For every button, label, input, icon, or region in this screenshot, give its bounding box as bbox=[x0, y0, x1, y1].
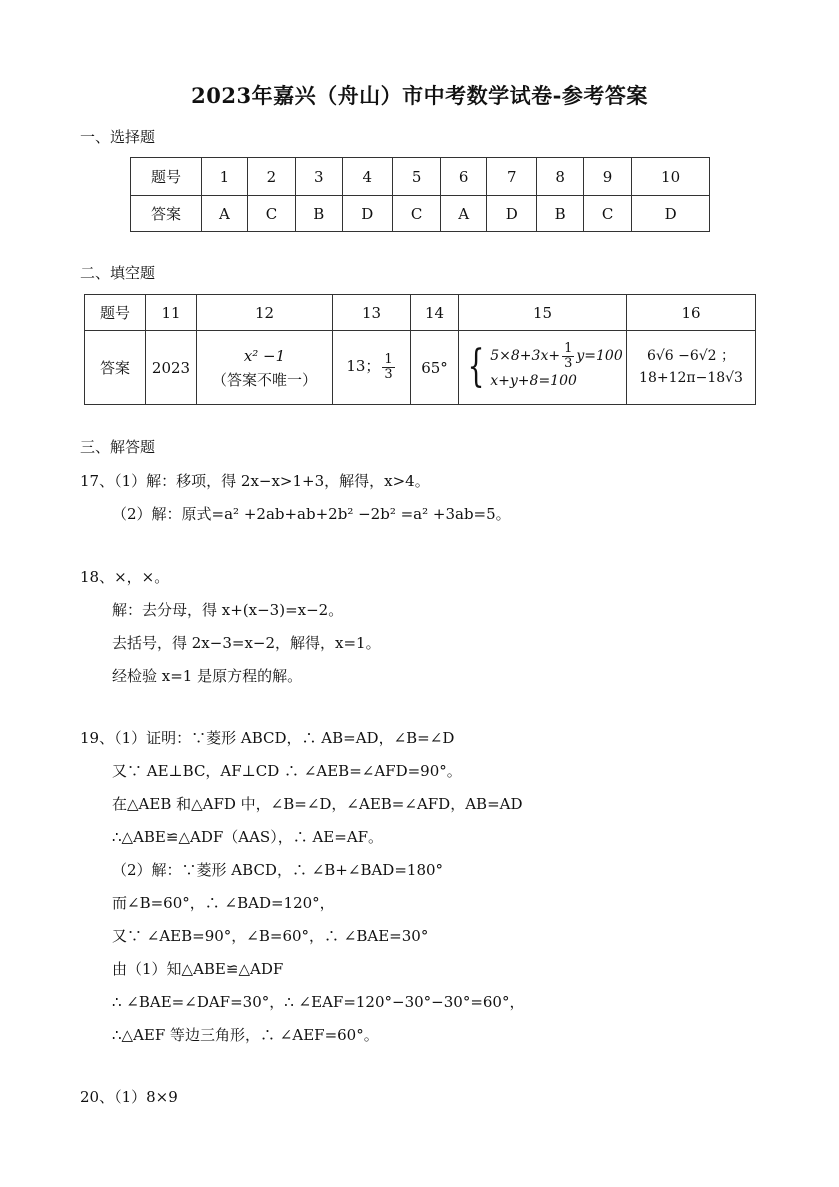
solution-line: ∴△AEF 等边三角形，∴ ∠AEF=60°。 bbox=[112, 1026, 379, 1044]
solution-line: 而∠B=60°，∴ ∠BAD=120°， bbox=[112, 894, 335, 912]
answer-16-line-2: 18+12π−18√3 bbox=[639, 369, 743, 386]
answer-16-line-1: 6√6 −6√2 ； bbox=[646, 347, 736, 364]
answer-cell: B bbox=[537, 196, 584, 232]
question-number: 1 bbox=[202, 158, 248, 196]
solution-line: 经检验 x=1 是原方程的解。 bbox=[112, 667, 303, 685]
answer-11: 2023 bbox=[146, 331, 197, 405]
question-number: 15 bbox=[459, 295, 627, 331]
answer-cell: A bbox=[202, 196, 248, 232]
fraction bbox=[382, 353, 394, 381]
answer-13 bbox=[333, 331, 411, 405]
question-number: 8 bbox=[537, 158, 584, 196]
question-number: 6 bbox=[441, 158, 487, 196]
question-number: 16 bbox=[627, 295, 756, 331]
fraction-denominator: 3 bbox=[564, 355, 573, 371]
equation-row-1 bbox=[490, 342, 622, 370]
section-heading-choice: 一、选择题 bbox=[80, 128, 156, 146]
question-number: 5 bbox=[392, 158, 440, 196]
question-number: 14 bbox=[411, 295, 459, 331]
solution-line: 17、（1）解：移项，得 2x−x>1+3，解得，x>4。 bbox=[80, 472, 430, 490]
section-heading-fill: 二、填空题 bbox=[80, 264, 156, 282]
fraction-numerator: 1 bbox=[564, 341, 573, 357]
answer-13-prefix: 13； bbox=[346, 357, 381, 376]
table-row-numbers bbox=[85, 295, 756, 331]
question-number: 12 bbox=[197, 295, 333, 331]
question-number: 7 bbox=[487, 158, 537, 196]
solution-line: （2）解：原式=a² +2ab+ab+2b² −2b² =a² +3ab=5。 bbox=[112, 505, 511, 523]
answer-14: 65° bbox=[411, 331, 459, 405]
table-row-answers bbox=[131, 196, 710, 232]
answer-12 bbox=[197, 331, 333, 405]
equation-part: y=100 bbox=[576, 348, 623, 365]
equation-part: 5×8+3x+ bbox=[490, 348, 561, 365]
answer-cell: D bbox=[487, 196, 537, 232]
equation-system bbox=[459, 342, 626, 393]
answer-15 bbox=[459, 331, 627, 405]
solution-line: （2）解：∵菱形 ABCD，∴ ∠B+∠BAD=180° bbox=[112, 861, 444, 879]
question-number: 2 bbox=[247, 158, 295, 196]
question-number: 3 bbox=[296, 158, 343, 196]
solution-line: 又∵ ∠AEB=90°，∠B=60°，∴ ∠BAE=30° bbox=[112, 927, 429, 945]
answer-cell: B bbox=[296, 196, 343, 232]
answer-16 bbox=[627, 331, 756, 405]
answer-cell: D bbox=[632, 196, 710, 232]
table-row-answers bbox=[85, 331, 756, 405]
answer-12-note: （答案不唯一） bbox=[211, 370, 317, 389]
solution-line: 18、×，×。 bbox=[80, 568, 170, 586]
solution-line: 20、（1）8×9 bbox=[80, 1088, 178, 1106]
equation-row-2: x+y+8=100 bbox=[490, 373, 577, 390]
solution-line: 在△AEB 和△AFD 中，∠B=∠D，∠AEB=∠AFD，AB=AD bbox=[112, 795, 523, 813]
solution-line: 去括号，得 2x−3=x−2，解得，x=1。 bbox=[112, 634, 381, 652]
fill-answer-table bbox=[84, 294, 756, 405]
fraction bbox=[562, 342, 574, 370]
brace-icon: { bbox=[467, 341, 485, 393]
row-answer-label: 答案 bbox=[131, 196, 202, 232]
solution-line: ∴ ∠BAE=∠DAF=30°，∴ ∠EAF=120°−30°−30°=60°， bbox=[112, 993, 525, 1011]
fraction-denominator: 3 bbox=[384, 367, 393, 382]
fraction-numerator: 1 bbox=[384, 352, 393, 368]
solution-line: 解：去分母，得 x+(x−3)=x−2。 bbox=[112, 601, 344, 619]
choice-answer-table bbox=[130, 157, 710, 232]
answer-cell: C bbox=[583, 196, 631, 232]
question-number: 11 bbox=[146, 295, 197, 331]
solution-line: 19、（1）证明：∵菱形 ABCD，∴ AB=AD，∠B=∠D bbox=[80, 729, 455, 747]
solution-line: 由（1）知△ABE≌△ADF bbox=[112, 960, 284, 978]
answer-cell: D bbox=[342, 196, 392, 232]
question-number: 9 bbox=[583, 158, 631, 196]
answer-cell: C bbox=[392, 196, 440, 232]
table-row-numbers bbox=[131, 158, 710, 196]
answer-12-expression: x² −1 bbox=[243, 346, 286, 365]
answer-cell: C bbox=[247, 196, 295, 232]
answer-cell: A bbox=[441, 196, 487, 232]
question-number: 13 bbox=[333, 295, 411, 331]
row-answer-label: 答案 bbox=[85, 331, 146, 405]
section-heading-solutions: 三、解答题 bbox=[80, 438, 156, 456]
question-number: 4 bbox=[342, 158, 392, 196]
question-number: 10 bbox=[632, 158, 710, 196]
row-header-label: 题号 bbox=[85, 295, 146, 331]
solution-line: ∴△ABE≌△ADF（AAS），∴ AE=AF。 bbox=[112, 828, 384, 846]
solution-line: 又∵ AE⊥BC，AF⊥CD ∴ ∠AEB=∠AFD=90°。 bbox=[112, 762, 462, 780]
row-header-label: 题号 bbox=[131, 158, 202, 196]
page-title: 2023年嘉兴（舟山）市中考数学试卷-参考答案 bbox=[191, 83, 648, 108]
